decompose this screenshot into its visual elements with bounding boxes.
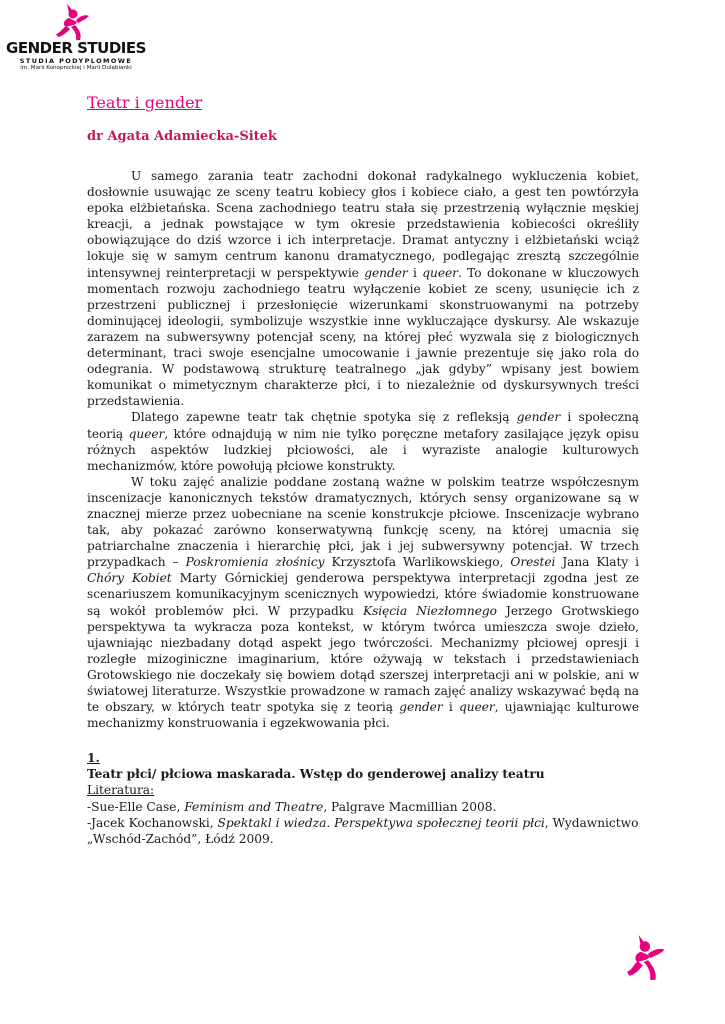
italic-term: gender [516,410,561,425]
text-run: Jana Klaty i [555,555,639,570]
text-run: , które odnajdują w nim nie tylko poręczne metafory zasilające język opisu różnych aspektów ludzkiej płciowości, ale i wyraziste analogie kulturowych mechanizmów, które powołują płciowe konstrukty. [87,426,639,473]
logo-names: im. Marii Konopnickiej i Marii Dulębianki [20,65,132,71]
pink-dancing-figure-icon [54,2,96,42]
text-run: Dlatego zapewne teatr tak chętnie spotyka się z refleksją [131,410,517,425]
text-run: -Sue-Elle Case, [87,799,185,814]
document-content [87,92,639,847]
literature-list [87,799,639,847]
gender-studies-logo [6,2,146,77]
literature-item [87,815,639,847]
body-paragraph [87,474,639,732]
text-run: . To dokonane w kluczowych momentach rozwoju zachodniego teatru wyłączenie kobiet ze sceny, usunięcie ich z przestrzeni publicznej i przesłonięcie wizerunkami skonstruowanymi na potrzeby dominującej ideologii, symbolizuje wszystkie inne wykluczające dyskursy. Ale wskazuje zarazem na subwersywny potencjał sceny, na której płeć wyzwala się z biologicznych determinant, traci swoje esencjalne umocowanie i jawnie prezentuje się jako rola do odegrania. W podstawową strukturę teatralnego „jak gdyby” wpisany jest bowiem komunikat o mimetycznym charakterze płci, i to niezależnie od dyskursywnych treści przedstawienia. [87,265,639,409]
italic-term: Księcia Niezłomnego [363,603,497,618]
italic-term: Chóry Kobiet [87,571,172,586]
text-run: , Wydawnictwo „Wschód-Zachód”, Łódź 2009. [87,815,639,846]
italic-term: queer [128,426,165,441]
text-run: , ujawniając kulturowe mechanizmy konstruowania i egzekwowania płci. [87,700,640,731]
italic-term: Spektakl i wiedza. Perspektywa społecznej teorii płci [217,815,545,830]
description-body [87,168,639,731]
literature-label: Literatura: [87,783,155,798]
italic-term: queer [459,700,495,715]
text-run: Jerzego Grotwskiego perspektywa ta wykracza poza kontekst, w którym twórca umieszcza swoje dzieło, ujawniając niezbadany dotąd aspekt jego twórczości. Mechanizmy płciowej opresji i rozległe mizoginiczne imaginarium, które ożywają w tekstach i przedstawieniach Grotowskiego nie doczekały się bowiem dotąd szerszej interpretacji ani w polskie, ani w światowej literaturze. Wszystkie prowadzone w ramach zajęć analizy wskazywać będą na te obszary, w których teatr spotyka się z teorią [87,603,639,715]
text-run: Marty Górnickiej genderowa perspektywa interpretacji zgodna jest ze scenariuszem komunikacyjnym scenicznych wypowiedzi, które świadomie konstruowane są wokół problemów płci. W przypadku [87,571,640,618]
logo-title: GENDER STUDIES [6,39,146,57]
pink-dancing-figure-icon [626,934,670,982]
italic-term: gender [399,700,443,715]
text-run: -Jacek Kochanowski, [87,815,218,830]
italic-term: queer [422,265,458,280]
literature-item [87,799,639,815]
text-run: i [407,265,423,280]
italic-term: Orestei [510,555,556,570]
italic-term: Poskromienia złośnicy [185,555,325,570]
page-title: Teatr i gender [87,93,203,112]
author-name: dr Agata Adamiecka-Sitek [87,129,277,144]
text-run: i społeczną teorią [87,410,640,441]
body-paragraph [87,409,639,473]
course-section [87,750,639,847]
text-run: U samego zarania teatr zachodni dokonał radykalnego wykluczenia kobiet, dosłownie usuwając ze sceny teatru kobiecy głos i kobiece ciało, a gest ten powtórzyła epoka elżbietańska. Scena zachodniego teatru stała się przestrzenią wyłącznie męskiej kreacji, a jednak powstające w tym okresie przedstawienia kobiecości określiły obowiązujące do dziś wzorce i ich interpretacje. Dramat antyczny i elżbietański wciąż lokuje się w samym centrum kanonu dramatycznego, podlegając zresztą szczególnie intensywnej reinterpretacji w perspektywie [87,169,639,280]
italic-term: Feminism and Theatre [184,799,324,814]
text-run: Krzysztofa Warlikowskiego, [324,555,511,570]
section-number: 1. [87,751,100,766]
italic-term: gender [364,265,408,280]
text-run: W toku zajęć analizie poddane zostaną ważne w polskim teatrze współczesnym inscenizacje kanonicznych tekstów dramatycznych, których sensy organizowane są w znacznej mierze przez uobecniane na scenie konstrukcje płciowe. Inscenizacje wybrano tak, aby pokazać zarówno konserwatywną funkcję sceny, na której umacnia się patriarchalne znaczenia i hierarchię płci, jak i jej subwersywny potencjał. W trzech przypadkach – [87,474,639,570]
text-run: , Palgrave Macmillian 2008. [323,799,497,814]
logo-subtitle: STUDIA PODYPLOMOWE [19,57,133,65]
body-paragraph [87,168,639,409]
section-title: Teatr płci/ płciowa maskarada. Wstęp do genderowej analizy teatru [87,767,545,782]
text-run: i [442,700,460,715]
